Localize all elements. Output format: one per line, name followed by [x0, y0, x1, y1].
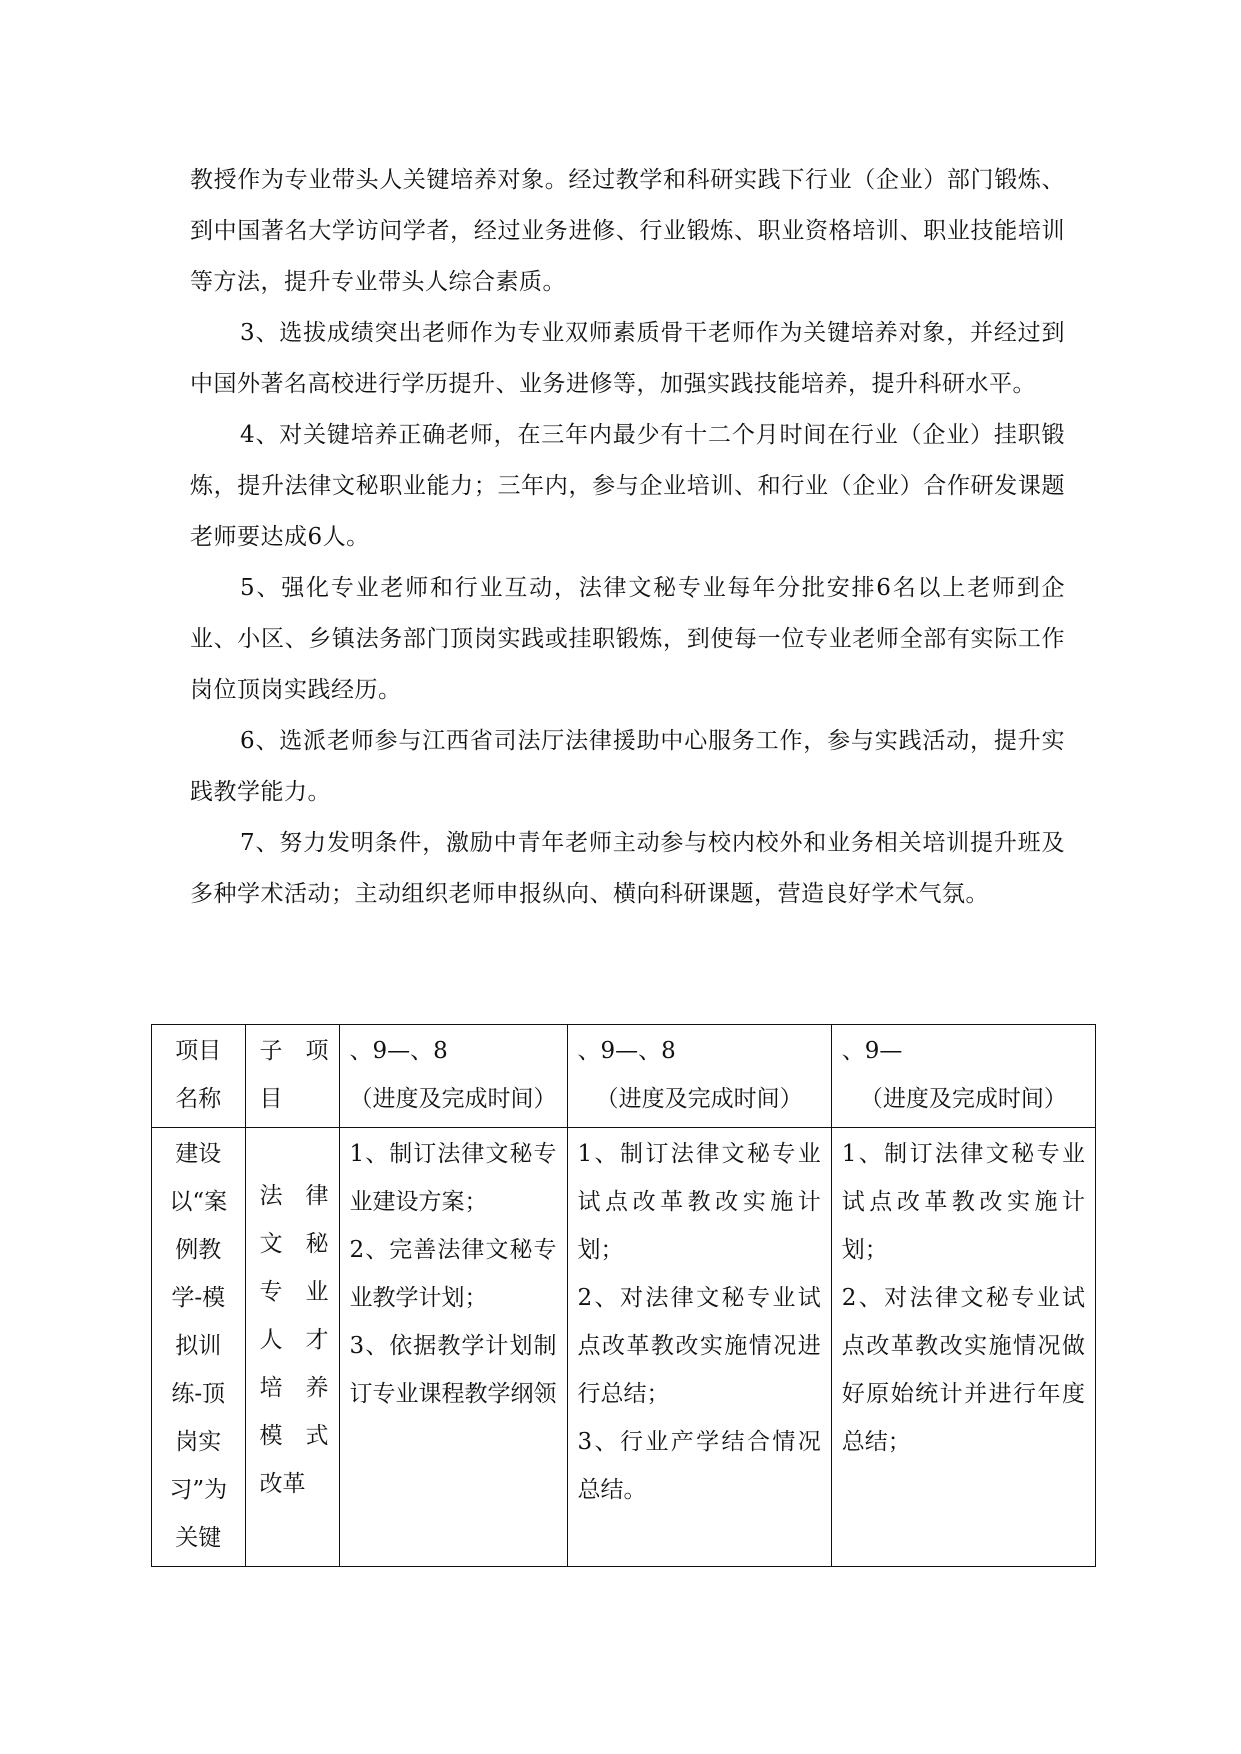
cell-period-3	[831, 1128, 1095, 1567]
cell-line: 学-模	[171, 1285, 226, 1311]
paragraph-4: 5、强化专业老师和行业互动，法律文秘专业每年分批安排6名以上老师到企业、小区、乡镇法务部门顶岗实践或挂职锻炼，到使每一位专业老师全部有实际工作岗位顶岗实践经历。	[190, 575, 1065, 703]
cell-period-1	[339, 1128, 567, 1567]
header-period-3	[831, 1025, 1095, 1128]
cell-item: 2、完善法律文秘专业教学计划；	[349, 1237, 557, 1311]
cell-item: 2、对法律文秘专业试点改革教改实施情况进行总结；	[577, 1285, 821, 1407]
cell-line: 专业	[259, 1279, 329, 1305]
header-line: （进度及完成时间）	[859, 1086, 1067, 1112]
header-line: 、9—、8	[349, 1038, 448, 1064]
table-row	[152, 1128, 1096, 1567]
cell-sub-item	[245, 1128, 339, 1567]
header-line: （进度及完成时间）	[595, 1086, 803, 1112]
cell-line: 练-顶	[171, 1381, 226, 1407]
header-line: 子 项	[259, 1038, 329, 1064]
cell-text	[578, 1130, 821, 1514]
cell-item: 1、制订法律文秘专业建设方案；	[349, 1141, 557, 1215]
cell-project-name	[152, 1128, 246, 1567]
header-period-2	[567, 1025, 831, 1128]
paragraph-5: 6、选派老师参与江西省司法厅法律援助中心服务工作，参与实践活动，提升实践教学能力。	[190, 728, 1065, 805]
cell-item: 2、对法律文秘专业试点改革教改实施情况做好原始统计并进行年度总结；	[841, 1285, 1085, 1455]
body-text	[190, 155, 1065, 920]
cell-line: 培养	[259, 1375, 329, 1401]
cell-line: 文秘	[259, 1231, 329, 1257]
table-header-row	[152, 1025, 1096, 1128]
header-project-name	[152, 1025, 246, 1128]
header-line: 名称	[175, 1086, 222, 1112]
cell-item: 1、制订法律文秘专业试点改革教改实施计划；	[577, 1141, 821, 1263]
cell-item: 3、行业产学结合情况总结。	[577, 1429, 821, 1503]
cell-item: 1、制订法律文秘专业试点改革教改实施计划；	[841, 1141, 1085, 1263]
header-period-1	[339, 1025, 567, 1128]
header-line: （进度及完成时间）	[349, 1086, 557, 1112]
header-line: 目	[259, 1086, 283, 1112]
header-sub-item	[245, 1025, 339, 1128]
cell-text	[842, 1130, 1085, 1466]
cell-line: 习”为	[169, 1477, 228, 1503]
cell-period-2	[567, 1128, 831, 1567]
cell-line: 岗实	[175, 1429, 222, 1455]
cell-line: 拟训	[175, 1333, 222, 1359]
cell-line: 模式	[259, 1423, 329, 1449]
paragraph-2: 3、选拔成绩突出老师作为专业双师素质骨干老师作为关键培养对象，并经过到中国外著名高校进行学历提升、业务进修等，加强实践技能培养，提升科研水平。	[190, 320, 1065, 397]
cell-line: 以“案	[169, 1189, 228, 1215]
cell-text	[350, 1130, 557, 1418]
cell-line: 例教	[175, 1237, 222, 1263]
cell-line: 法律	[259, 1183, 329, 1209]
header-line: 项目	[175, 1038, 222, 1064]
cell-line: 关键	[175, 1525, 222, 1551]
cell-line: 改革	[259, 1471, 306, 1497]
header-line: 、9—、8	[577, 1038, 676, 1064]
cell-line: 建设	[175, 1141, 222, 1167]
cell-line: 人才	[259, 1327, 329, 1353]
plan-table	[151, 1024, 1096, 1567]
paragraph-3: 4、对关键培养正确老师，在三年内最少有十二个月时间在行业（企业）挂职锻炼，提升法律文秘职业能力；三年内，参与企业培训、和行业（企业）合作研发课题老师要达成6人。	[190, 422, 1065, 550]
cell-item: 3、依据教学计划制订专业课程教学纲领	[349, 1333, 557, 1407]
header-line: 、9—	[841, 1038, 903, 1064]
paragraph-1: 教授作为专业带头人关键培养对象。经过教学和科研实践下行业（企业）部门锻炼、到中国著名大学访问学者，经过业务进修、行业锻炼、职业资格培训、职业技能培训等方法，提升专业带头人综合素质。	[190, 167, 1065, 295]
paragraph-6: 7、努力发明条件，激励中青年老师主动参与校内校外和业务相关培训提升班及多种学术活动；主动组织老师申报纵向、横向科研课题，营造良好学术气氛。	[190, 830, 1065, 907]
